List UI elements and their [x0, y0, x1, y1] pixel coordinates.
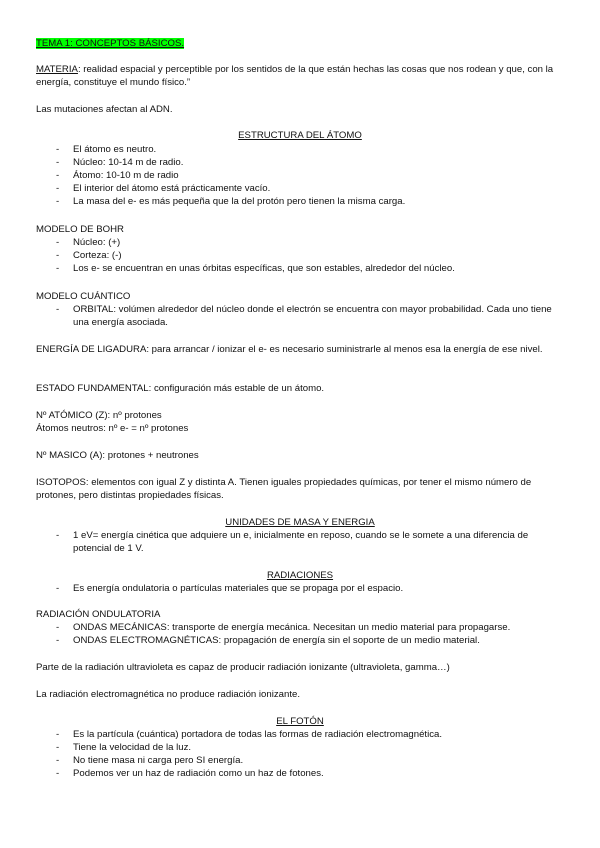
- list-item: - ONDAS MECÁNICAS: transporte de energía mecánica. Necesitan un medio material para propagarse.: [56, 621, 556, 634]
- list-item: - Es energía ondulatoria o partículas materiales que se propaga por el espacio.: [56, 582, 556, 595]
- isotopos-text: ISOTOPOS: elementos con igual Z y distinta A. Tienen iguales propiedades químicas, por tener el mismo número de protones, pero distintas propiedades físicas.: [36, 477, 532, 501]
- list-item: - El átomo es neutro.: [56, 143, 556, 156]
- list-item: - Es la partícula (cuántica) portadora de todas las formas de radiación electromagnética.: [56, 728, 556, 741]
- list-item: - Núcleo: (+): [56, 236, 556, 249]
- materia-definition: MATERIA: realidad espacial y perceptible por los sentidos de la que están hechas las cosas que nos rodean y que, con la energía, constituye el mundo físico.”: [36, 64, 554, 88]
- bohr-list: [56, 236, 556, 275]
- list-item: - No tiene masa ni carga pero SI energía.: [56, 754, 556, 767]
- document-title: TEMA 1: CONCEPTOS BÁSICOS.: [36, 38, 185, 49]
- unidades-heading: UNIDADES DE MASA Y ENERGIA: [225, 517, 375, 528]
- list-item: - 1 eV= energía cinética que adquiere un e, inicialmente en reposo, cuando se le somete a una diferencia de potencial de 1 V.: [56, 529, 556, 555]
- foton-heading: EL FOTÓN: [276, 716, 324, 727]
- estructura-list: [56, 143, 556, 208]
- electromagnetica-text: La radiación electromagnética no produce radiación ionizante.: [36, 689, 300, 700]
- ligadura-text: ENERGÍA DE LIGADURA: para arrancar / ionizar el e- es necesario suministrarle al menos esa la energía de ese nivel.: [36, 344, 543, 355]
- ondulatoria-heading: RADIACIÓN ONDULATORIA: [36, 609, 161, 620]
- list-item: - Los e- se encuentran en unas órbitas específicas, que son estables, alrededor del núcleo.: [56, 262, 556, 275]
- list-item: - La masa del e- es más pequeña que la del protón pero tienen la misma carga.: [56, 195, 556, 208]
- bohr-heading: MODELO DE BOHR: [36, 224, 124, 235]
- foton-list: [56, 728, 556, 780]
- list-item: - ORBITAL: volúmen alrededor del núcleo donde el electrón se encuentra con mayor probabilidad. Cada uno tiene una energía asociada.: [56, 303, 556, 329]
- radiaciones-heading: RADIACIONES: [266, 570, 334, 581]
- radiaciones-list: [56, 582, 556, 595]
- fundamental-text: ESTADO FUNDAMENTAL: configuración más estable de un átomo.: [36, 383, 325, 394]
- list-item: - Tiene la velocidad de la luz.: [56, 741, 556, 754]
- atomico-text-2: Átomos neutros: nº e- = nº protones: [36, 423, 189, 434]
- ondulatoria-list: [56, 621, 556, 647]
- masico-text: Nº MASICO (A): protones + neutrones: [36, 450, 199, 461]
- unidades-list: [56, 529, 556, 555]
- cuantico-list: [56, 303, 556, 329]
- list-item: - Corteza: (-): [56, 249, 556, 262]
- ultravioleta-text: Parte de la radiación ultravioleta es capaz de producir radiación ionizante (ultravioleta, gamma…): [36, 662, 450, 673]
- mutaciones-text: Las mutaciones afectan al ADN.: [36, 104, 173, 115]
- cuantico-heading: MODELO CUÁNTICO: [36, 291, 131, 302]
- atomico-text-1: Nº ATÓMICO (Z): nº protones: [36, 410, 162, 421]
- list-item: - Átomo: 10-10 m de radio: [56, 169, 556, 182]
- list-item: - El interior del átomo está prácticamente vacío.: [56, 182, 556, 195]
- list-item: - Núcleo: 10-14 m de radio.: [56, 156, 556, 169]
- list-item: - ONDAS ELECTROMAGNÉTICAS: propagación de energía sin el soporte de un medio material.: [56, 634, 556, 647]
- estructura-heading: ESTRUCTURA DEL ÁTOMO: [238, 130, 362, 141]
- list-item: - Podemos ver un haz de radiación como un haz de fotones.: [56, 767, 556, 780]
